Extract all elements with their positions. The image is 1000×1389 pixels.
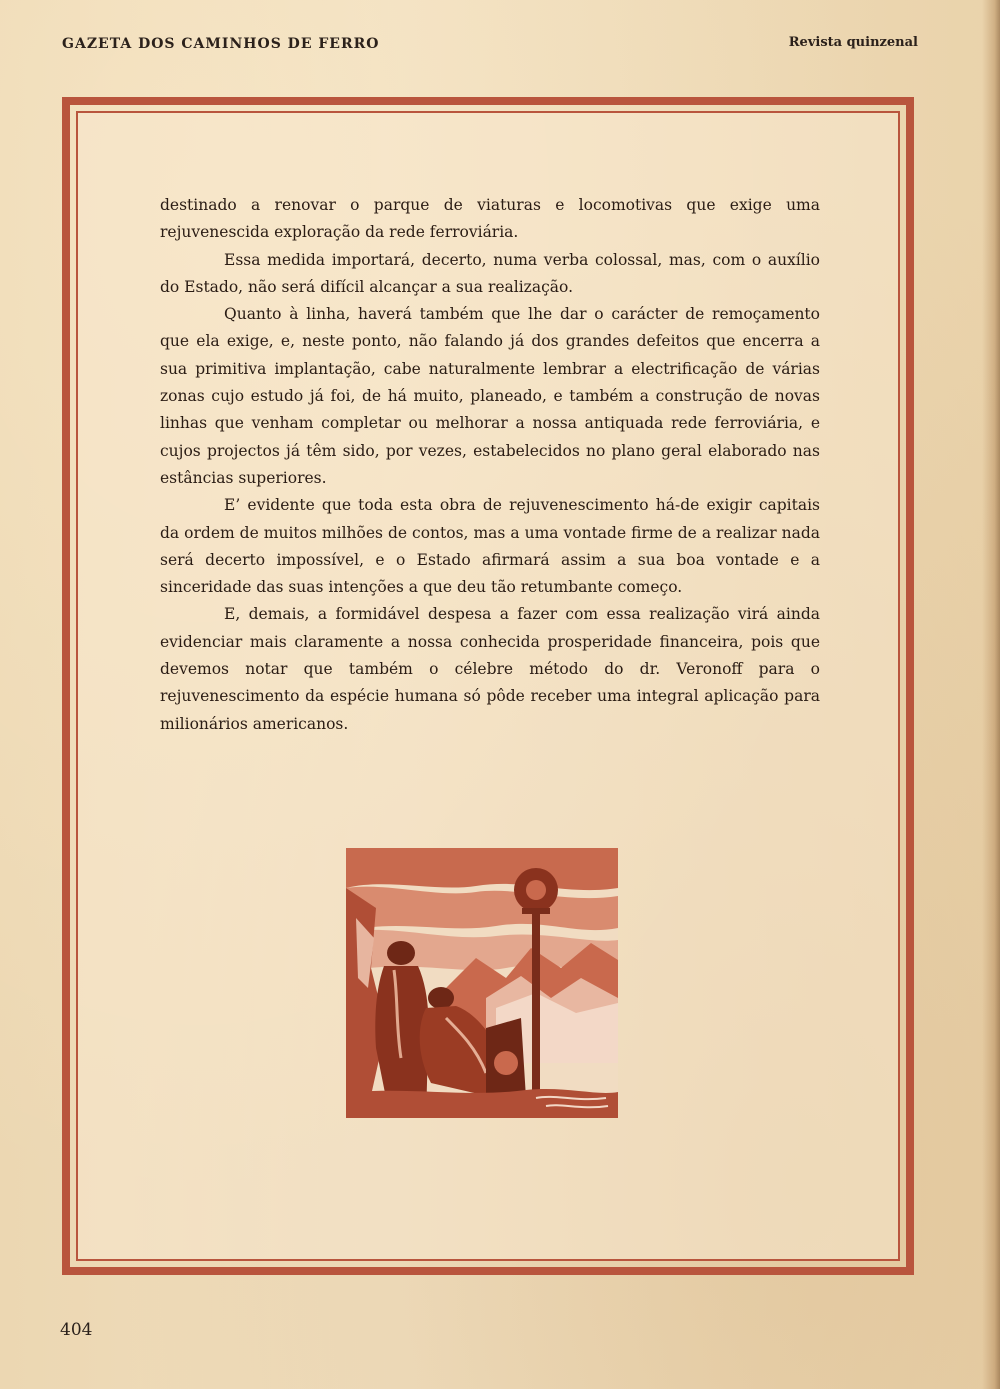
journal-title: GAZETA DOS CAMINHOS DE FERRO [62, 36, 380, 52]
frame-border-top [62, 97, 914, 105]
frame-border-left [62, 97, 70, 1275]
illustration-artwork [346, 848, 618, 1118]
frame-inner-line-left [76, 111, 78, 1261]
frame-border-right [906, 97, 914, 1275]
article-paragraph-1: destinado a renovar o parque de viaturas e locomotivas que exige uma rejuvenescida exploração da rede ferroviária. [160, 196, 820, 242]
page-number: 404 [60, 1320, 93, 1340]
article-paragraph-3: Quanto à linha, haverá também que lhe dar o carácter de remoçamento que ela exige, e, neste ponto, não falando já dos grandes defeitos que encerra a sua primitiva implantação, cabe naturalmente lembrar a electrificação de várias zonas cujo estudo já foi, de há muito, planeado, e também a construção de novas linhas que venham completar ou melhorar a nossa antiquada rede ferroviária, e cujos projectos já têm sido, por vezes, estabelecidos no plano geral elaborado nas estâncias superiores. [160, 305, 820, 487]
article-paragraph-2: Essa medida importará, decerto, numa verba colossal, mas, com o auxílio do Estado, não será difícil alcançar a sua realização. [160, 250, 820, 296]
article-paragraph-5: E, demais, a formidável despesa a fazer com essa realização virá ainda evidenciar mais claramente a nossa conhecida prosperidade financeira, pois que devemos notar que também o célebre método do dr. Veronoff para o rejuvenescimento da espécie humana só pôde receber uma integral aplicação para milionários americanos. [160, 605, 820, 733]
journal-subtitle: Revista quinzenal [788, 35, 918, 50]
railway-signal-illustration [346, 848, 618, 1118]
article-body [160, 192, 820, 738]
article-paragraph-4: E’ evidente que toda esta obra de rejuvenescimento há-de exigir capitais da ordem de muitos milhões de contos, mas a uma vontade firme de a realizar nada será decerto impossível, e o Estado afirmará assim a sua boa vontade e a sinceridade das suas intenções a que deu tão retumbante começo. [160, 496, 820, 597]
frame-inner-line-top [76, 111, 900, 113]
frame-inner-line-bottom [76, 1259, 900, 1261]
frame-inner-line-right [898, 111, 900, 1261]
page-edge-shadow [982, 0, 1000, 1389]
frame-border-bottom [62, 1267, 914, 1275]
